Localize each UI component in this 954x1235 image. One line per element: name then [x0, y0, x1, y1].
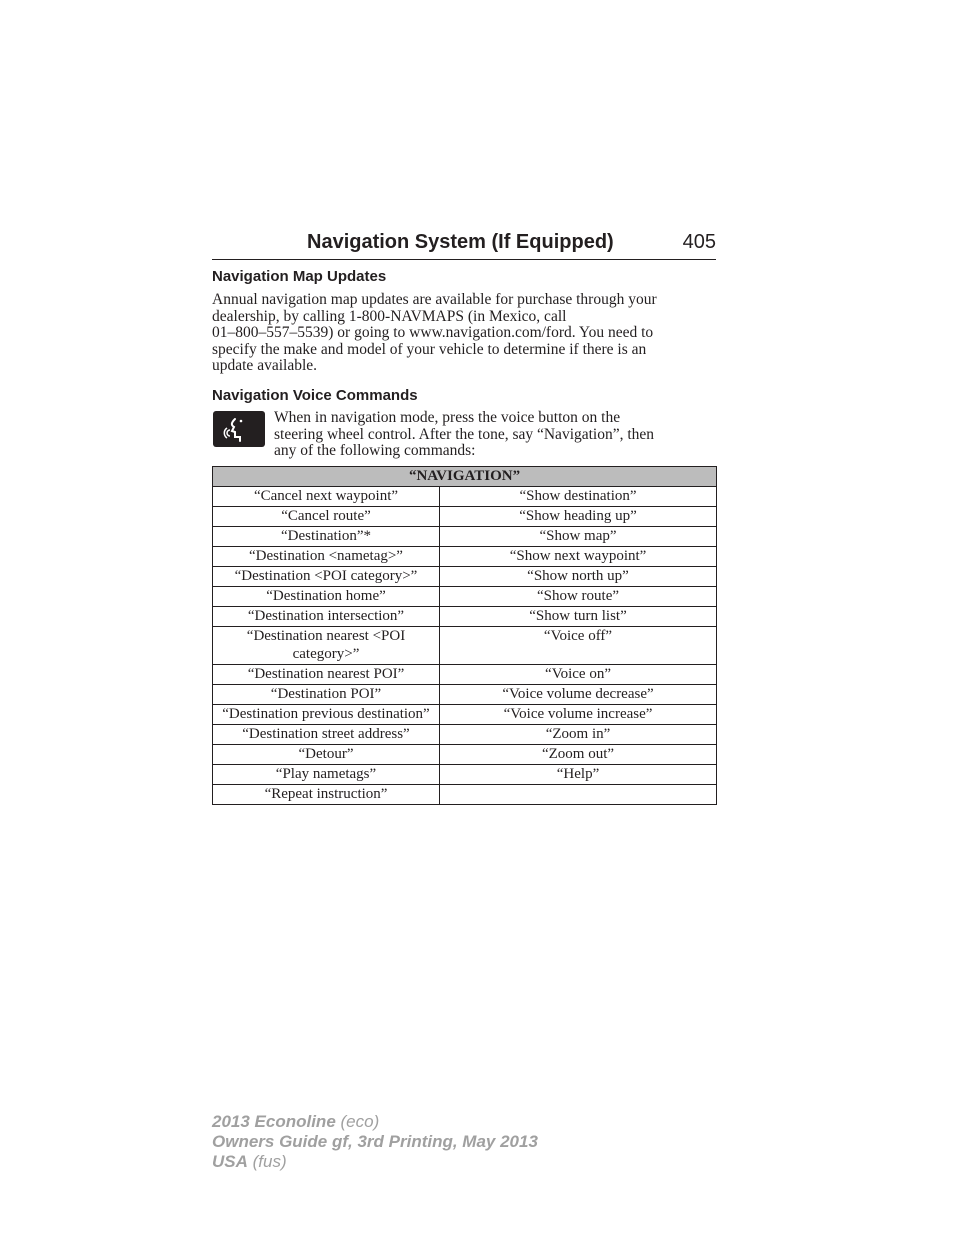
command-cell: “Destination intersection”	[213, 607, 440, 627]
command-cell: “Destination street address”	[213, 725, 440, 745]
command-cell: “Show route”	[440, 587, 717, 607]
page-footer	[212, 1112, 538, 1172]
text-line: specify the make and model of your vehicle to determine if there is an	[212, 340, 647, 358]
table-row	[213, 765, 717, 785]
section-heading-map-updates: Navigation Map Updates	[212, 268, 387, 285]
table-header-row	[213, 467, 717, 487]
command-cell: “Show heading up”	[440, 507, 717, 527]
command-cell: “Repeat instruction”	[213, 785, 440, 805]
command-cell: “Destination <nametag>”	[213, 547, 440, 567]
navigation-commands-table	[212, 466, 717, 805]
table-row	[213, 627, 717, 665]
command-cell: “Play nametags”	[213, 765, 440, 785]
page-header	[212, 229, 716, 260]
text-line: When in navigation mode, press the voice button on the	[274, 409, 621, 426]
command-cell: “Help”	[440, 765, 717, 785]
footer-line-model	[212, 1112, 538, 1132]
footer-model-code: (eco)	[335, 1112, 380, 1131]
command-cell: “Cancel route”	[213, 507, 440, 527]
footer-region-code: (fus)	[247, 1152, 287, 1171]
command-cell: “Destination nearest <POI category>”	[213, 627, 440, 665]
footer-line-region	[212, 1152, 538, 1172]
command-cell: “Voice on”	[440, 665, 717, 685]
table-row	[213, 527, 717, 547]
command-cell: “Show next waypoint”	[440, 547, 717, 567]
text-line: update available.	[212, 357, 318, 374]
text-line: steering wheel control. After the tone, say “Navigation”, then	[274, 425, 655, 443]
text-line: Annual navigation map updates are available for purchase through your	[212, 291, 657, 308]
table-header: “NAVIGATION”	[213, 467, 717, 487]
command-cell: “Detour”	[213, 745, 440, 765]
command-cell	[440, 785, 717, 805]
command-cell: “Destination home”	[213, 587, 440, 607]
table-row	[213, 725, 717, 745]
footer-line-guide	[212, 1132, 538, 1152]
command-cell: “Destination nearest POI”	[213, 665, 440, 685]
voice-commands-paragraph	[274, 410, 654, 460]
command-cell: “Destination POI”	[213, 685, 440, 705]
command-cell: “Zoom out”	[440, 745, 717, 765]
command-cell: “Show map”	[440, 527, 717, 547]
command-cell: “Voice volume decrease”	[440, 685, 717, 705]
text-line: any of the following commands:	[274, 442, 476, 459]
command-cell: “Zoom in”	[440, 725, 717, 745]
table-row	[213, 487, 717, 507]
table-row	[213, 547, 717, 567]
footer-region: USA	[212, 1152, 248, 1171]
table-row	[213, 665, 717, 685]
table-row	[213, 705, 717, 725]
table-row	[213, 785, 717, 805]
section-heading-voice-commands: Navigation Voice Commands	[212, 387, 418, 404]
command-cell: “Show north up”	[440, 567, 717, 587]
text-line: dealership, by calling 1-800-NAVMAPS (in Mexico, call	[212, 307, 567, 325]
footer-model: 2013 Econoline	[212, 1112, 336, 1131]
page-title: Navigation System (If Equipped)	[307, 231, 614, 253]
table-row	[213, 607, 717, 627]
map-updates-paragraph	[212, 292, 657, 375]
table-row	[213, 587, 717, 607]
table-row	[213, 685, 717, 705]
footer-guide: Owners Guide gf, 3rd Printing, May 2013	[212, 1132, 538, 1151]
page-number: 405	[682, 231, 716, 253]
voice-command-icon	[213, 411, 265, 447]
command-cell: “Voice volume increase”	[440, 705, 717, 725]
command-cell: “Show turn list”	[440, 607, 717, 627]
text-line: 01–800–557–5539) or going to www.navigation.com/ford. You need to	[212, 324, 654, 341]
command-cell: “Destination <POI category>”	[213, 567, 440, 587]
command-cell: “Destination”*	[213, 527, 440, 547]
table-row	[213, 745, 717, 765]
command-cell: “Voice off”	[440, 627, 717, 665]
table-row	[213, 567, 717, 587]
command-cell: “Show destination”	[440, 487, 717, 507]
table-row	[213, 507, 717, 527]
command-cell: “Cancel next waypoint”	[213, 487, 440, 507]
command-cell: “Destination previous destination”	[213, 705, 440, 725]
